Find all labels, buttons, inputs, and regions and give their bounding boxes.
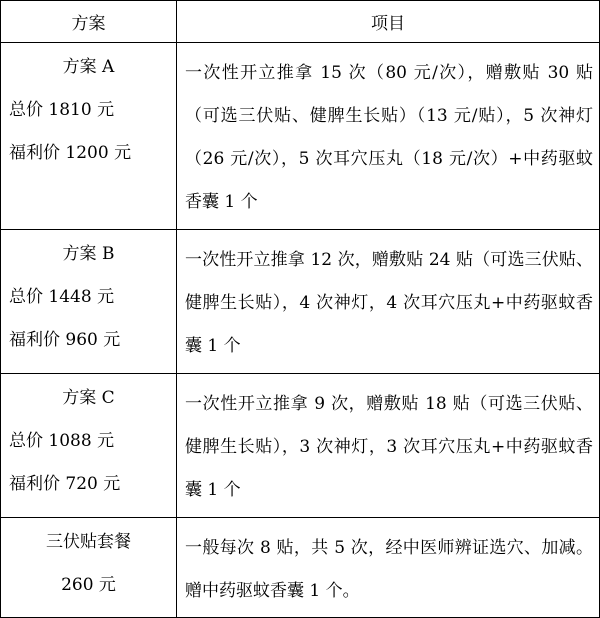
- plan-name: 方案 A: [62, 57, 115, 77]
- items-cell: 一次性开立推拿 9 次，赠敷贴 18 贴（可选三伏贴、健脾生长贴），3 次神灯，3 次耳穴压丸+中药驱蚊香囊 1 个: [177, 374, 600, 518]
- welfare-price: 福利价 720 元: [9, 474, 121, 494]
- total-price: 总价 1810 元: [9, 100, 115, 120]
- welfare-price: 福利价 1200 元: [9, 143, 132, 163]
- table-row: [1, 374, 600, 518]
- items-cell: 一般每次 8 贴，共 5 次，经中医师辨证选穴、加减。赠中药驱蚊香囊 1 个。: [177, 518, 600, 618]
- plan-name: 方案 C: [62, 388, 115, 408]
- plan-cell: [1, 518, 177, 618]
- header-plan: 方案: [1, 1, 177, 43]
- table-row: [1, 230, 600, 374]
- table-header-row: [1, 1, 600, 43]
- plan-cell: [1, 374, 177, 518]
- items-cell: 一次性开立推拿 12 次，赠敷贴 24 贴（可选三伏贴、健脾生长贴），4 次神灯，4 次耳穴压丸+中药驱蚊香囊 1 个: [177, 230, 600, 374]
- plan-name: 方案 B: [62, 244, 115, 264]
- table-row: [1, 43, 600, 230]
- plan-cell: [1, 43, 177, 230]
- welfare-price: 福利价 960 元: [9, 330, 121, 350]
- plan-cell: [1, 230, 177, 374]
- header-items: 项目: [177, 1, 600, 43]
- total-price: 总价 1448 元: [9, 287, 115, 307]
- package-price: 260 元: [61, 575, 116, 595]
- items-cell: 一次性开立推拿 15 次（80 元/次），赠敷贴 30 贴（可选三伏贴、健脾生长贴）（13 元/贴），5 次神灯（26 元/次），5 次耳穴压丸（18 元/次）+中药驱蚊香囊 1 个: [177, 43, 600, 230]
- total-price: 总价 1088 元: [9, 431, 115, 451]
- table-row: [1, 518, 600, 618]
- plan-name: 三伏贴套餐: [46, 532, 131, 552]
